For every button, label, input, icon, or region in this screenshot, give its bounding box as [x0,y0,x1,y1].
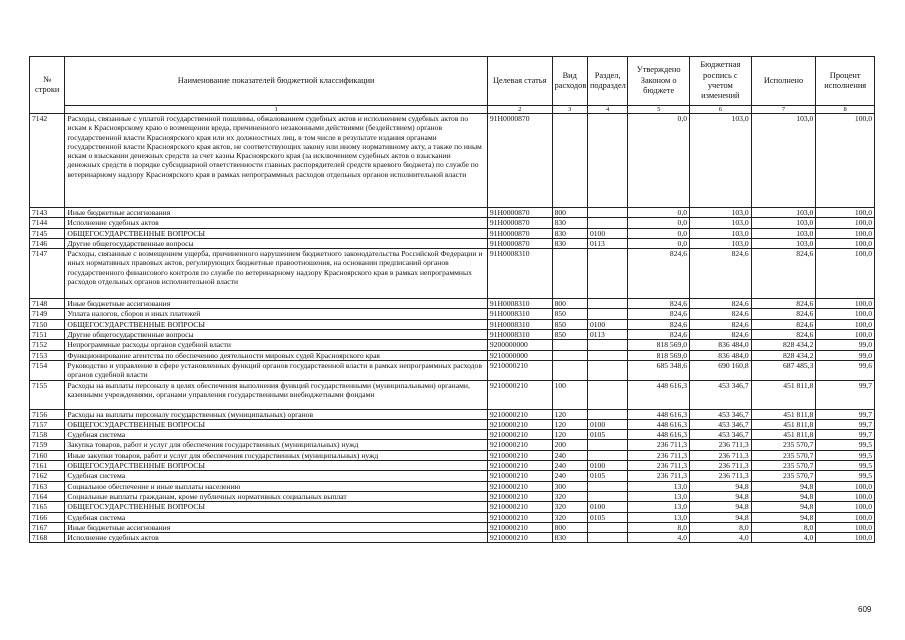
approved-cell: 824,6 [628,299,690,309]
section-cell [587,340,627,350]
budget-schedule-cell: 94,8 [690,512,752,522]
percent-cell: 100,0 [816,114,875,208]
row-number-cell: 7143 [30,208,65,218]
target-article-cell: 9210000210 [487,430,552,440]
column-number: 4 [587,106,627,114]
budget-schedule-cell: 103,0 [690,218,752,228]
table-row [30,330,875,340]
approved-cell: 0,0 [628,208,690,218]
row-name-cell: Расходы на выплаты персоналу в целях обеспечения выполнения функций государственными (муниципальными) органами, казенными учреждениями, органами управления государственными внебюджетными фондами [65,380,488,409]
row-number-cell: 7147 [30,249,65,299]
header-row-number: № строки [30,57,65,114]
column-number: 6 [690,106,752,114]
row-number-cell: 7160 [30,450,65,460]
target-article-cell: 9210000210 [487,522,552,532]
section-cell [587,450,627,460]
executed-cell: 235 570,7 [751,450,816,460]
row-name-cell: ОБЩЕГОСУДАРСТВЕННЫЕ ВОПРОСЫ [65,502,488,512]
target-article-cell: 9200000000 [487,340,552,350]
executed-cell: 235 570,7 [751,461,816,471]
target-article-cell: 9210000210 [487,380,552,409]
row-number-cell: 7162 [30,471,65,481]
column-number: 2 [487,106,552,114]
row-name-cell: Социальное обеспечение и иные выплаты населению [65,481,488,491]
expense-type-cell: 200 [552,440,587,450]
budget-schedule-cell: 94,8 [690,481,752,491]
row-name-cell: Судебная система [65,512,488,522]
approved-cell: 685 348,6 [628,360,690,380]
section-cell [587,350,627,360]
expense-type-cell: 830 [552,238,587,248]
section-cell [587,440,627,450]
section-cell: 0100 [587,502,627,512]
percent-cell: 100,0 [816,481,875,491]
column-number: 3 [552,106,587,114]
budget-schedule-cell: 824,6 [690,309,752,319]
percent-cell: 100,0 [816,502,875,512]
row-name-cell: ОБЩЕГОСУДАРСТВЕННЫЕ ВОПРОСЫ [65,419,488,429]
row-name-cell: Исполнение судебных актов [65,533,488,543]
row-name-cell: ОБЩЕГОСУДАРСТВЕННЫЕ ВОПРОСЫ [65,228,488,238]
section-cell: 0105 [587,471,627,481]
percent-cell: 99,7 [816,430,875,440]
budget-schedule-cell: 836 484,0 [690,340,752,350]
budget-schedule-cell: 453 346,7 [690,430,752,440]
budget-schedule-cell: 94,8 [690,502,752,512]
budget-schedule-cell: 824,6 [690,330,752,340]
approved-cell: 824,6 [628,249,690,299]
table-row [30,461,875,471]
percent-cell: 100,0 [816,228,875,238]
expense-type-cell [552,350,587,360]
approved-cell: 824,6 [628,319,690,329]
target-article-cell: 9210000210 [487,450,552,460]
header-name: Наименование показателей бюджетной классификации [65,57,488,106]
row-name-cell: ОБЩЕГОСУДАРСТВЕННЫЕ ВОПРОСЫ [65,461,488,471]
header-row [30,57,875,106]
section-cell [587,409,627,419]
expense-type-cell: 830 [552,228,587,238]
approved-cell: 13,0 [628,502,690,512]
row-name-cell: Иные закупки товаров, работ и услуг для обеспечения государственных (муниципальных) нужд [65,450,488,460]
approved-cell: 824,6 [628,309,690,319]
table-row [30,350,875,360]
table-row [30,430,875,440]
executed-cell: 451 811,8 [751,430,816,440]
row-number-cell: 7164 [30,491,65,501]
row-name-cell: ОБЩЕГОСУДАРСТВЕННЫЕ ВОПРОСЫ [65,319,488,329]
row-name-cell: Расходы, связанные с возмещением ущерба, причиненного нарушением бюджетного законодательства Российской Федерации и иных нормативных правовых актов, регулирующих бюджетные правоотношения, на основании предписаний органов государственного финансового контроля по службе по ветеринарному надзору Красноярского края в рамках непрограммных расходов отдельных органов исполнительной власти [65,249,488,299]
target-article-cell: 9210000210 [487,481,552,491]
expense-type-cell: 320 [552,502,587,512]
approved-cell: 818 569,0 [628,350,690,360]
section-cell [587,218,627,228]
percent-cell: 100,0 [816,533,875,543]
percent-cell: 99,0 [816,350,875,360]
target-article-cell: 9210000210 [487,461,552,471]
budget-schedule-cell: 8,0 [690,522,752,532]
row-name-cell: Расходы, связанные с уплатой государственной пошлины, обжалованием судебных актов и исполнением судебных актов по искам к Красноярскому краю о возмещении вреда, причиненного незаконными действиями (бездействием) органов государственной власти Красноярского края или их должностных лиц, в том числе в результате издания органами государственной власти Красноярского края актов, не соответствующих закону или иному нормативному акту, а также по иным искам о взыскании денежных средств за счет казны Красноярского края (за исключением судебных актов о взыскании денежных средств в порядке субсидиарной ответственности главных распорядителей средств краевого бюджета) по службе по ветеринарному надзору Красноярского края в рамках непрограммных расходов отдельных органов исполнительной власти [65,114,488,208]
approved-cell: 13,0 [628,481,690,491]
executed-cell: 828 434,2 [751,350,816,360]
percent-cell: 99,5 [816,450,875,460]
executed-cell: 824,6 [751,309,816,319]
row-name-cell: Иные бюджетные ассигнования [65,208,488,218]
column-number-row [30,106,875,114]
row-name-cell: Закупка товаров, работ и услуг для обеспечения государственных (муниципальных) нужд [65,440,488,450]
approved-cell: 818 569,0 [628,340,690,350]
expense-type-cell [552,360,587,380]
expense-type-cell: 850 [552,330,587,340]
table-row [30,450,875,460]
table-row [30,409,875,419]
percent-cell: 100,0 [816,522,875,532]
executed-cell: 824,6 [751,299,816,309]
section-cell [587,380,627,409]
executed-cell: 94,8 [751,481,816,491]
percent-cell: 100,0 [816,330,875,340]
expense-type-cell: 320 [552,491,587,501]
approved-cell: 8,0 [628,522,690,532]
row-number-cell: 7165 [30,502,65,512]
row-name-cell: Иные бюджетные ассигнования [65,299,488,309]
executed-cell: 235 570,7 [751,440,816,450]
section-cell [587,208,627,218]
executed-cell: 94,8 [751,512,816,522]
section-cell [587,491,627,501]
table-row [30,502,875,512]
table-row [30,533,875,543]
executed-cell: 94,8 [751,491,816,501]
row-number-cell: 7168 [30,533,65,543]
section-cell: 0100 [587,461,627,471]
row-name-cell: Иные бюджетные ассигнования [65,522,488,532]
target-article-cell: 91Н0000870 [487,238,552,248]
percent-cell: 99,7 [816,380,875,409]
target-article-cell: 91Н0008310 [487,299,552,309]
section-cell [587,309,627,319]
row-name-cell: Судебная система [65,471,488,481]
approved-cell: 236 711,3 [628,450,690,460]
budget-schedule-cell: 824,6 [690,299,752,309]
row-number-cell: 7163 [30,481,65,491]
section-cell [587,360,627,380]
target-article-cell: 9210000210 [487,533,552,543]
expense-type-cell: 320 [552,512,587,522]
budget-schedule-cell: 4,0 [690,533,752,543]
budget-schedule-cell: 690 160,8 [690,360,752,380]
approved-cell: 13,0 [628,491,690,501]
approved-cell: 0,0 [628,114,690,208]
row-number-cell: 7151 [30,330,65,340]
budget-table [29,56,875,543]
table-row [30,319,875,329]
approved-cell: 824,6 [628,330,690,340]
executed-cell: 828 434,2 [751,340,816,350]
expense-type-cell [552,340,587,350]
approved-cell: 236 711,3 [628,471,690,481]
target-article-cell: 91Н0008310 [487,330,552,340]
column-number: 5 [628,106,690,114]
percent-cell: 99,5 [816,471,875,481]
row-number-cell: 7145 [30,228,65,238]
row-name-cell: Судебная система [65,430,488,440]
percent-cell: 99,6 [816,360,875,380]
section-cell: 0105 [587,430,627,440]
row-number-cell: 7154 [30,360,65,380]
target-article-cell: 91Н0008310 [487,319,552,329]
target-article-cell: 9210000210 [487,491,552,501]
approved-cell: 448 616,3 [628,409,690,419]
target-article-cell: 91Н0000870 [487,114,552,208]
row-number-cell: 7158 [30,430,65,440]
section-cell [587,533,627,543]
row-name-cell: Другие общегосударственные вопросы [65,238,488,248]
expense-type-cell: 100 [552,380,587,409]
target-article-cell: 91Н0008310 [487,249,552,299]
target-article-cell: 9210000210 [487,409,552,419]
row-number-cell: 7153 [30,350,65,360]
expense-type-cell [552,249,587,299]
budget-schedule-cell: 103,0 [690,208,752,218]
header-target-article: Целевая статья [487,57,552,106]
executed-cell: 451 811,8 [751,380,816,409]
row-number-cell: 7159 [30,440,65,450]
section-cell: 0100 [587,419,627,429]
budget-schedule-cell: 103,0 [690,114,752,208]
percent-cell: 100,0 [816,512,875,522]
expense-type-cell: 240 [552,461,587,471]
target-article-cell: 9210000210 [487,471,552,481]
target-article-cell: 9210000210 [487,419,552,429]
target-article-cell: 9210000210 [487,502,552,512]
table-row [30,471,875,481]
section-cell: 0113 [587,238,627,248]
section-cell [587,481,627,491]
section-cell [587,522,627,532]
section-cell: 0113 [587,330,627,340]
budget-schedule-cell: 94,8 [690,491,752,501]
row-number-cell: 7152 [30,340,65,350]
section-cell: 0100 [587,319,627,329]
budget-schedule-cell: 236 711,3 [690,440,752,450]
budget-schedule-cell: 453 346,7 [690,409,752,419]
table-row [30,208,875,218]
executed-cell: 824,6 [751,330,816,340]
column-number: 8 [816,106,875,114]
approved-cell: 236 711,3 [628,461,690,471]
executed-cell: 103,0 [751,208,816,218]
table-row [30,512,875,522]
row-name-cell: Непрограммные расходы органов судебной власти [65,340,488,350]
page-number: 609 [858,605,872,614]
budget-schedule-cell: 103,0 [690,238,752,248]
executed-cell: 824,6 [751,249,816,299]
executed-cell: 824,6 [751,319,816,329]
percent-cell: 100,0 [816,249,875,299]
column-number: 7 [751,106,816,114]
table-row [30,114,875,208]
target-article-cell: 91Н0000870 [487,218,552,228]
percent-cell: 100,0 [816,208,875,218]
expense-type-cell: 830 [552,218,587,228]
percent-cell: 100,0 [816,238,875,248]
row-number-cell: 7166 [30,512,65,522]
percent-cell: 99,0 [816,340,875,350]
section-cell [587,299,627,309]
header-expense-type: Вид расходов [552,57,587,106]
budget-schedule-cell: 236 711,3 [690,461,752,471]
budget-schedule-cell: 836 484,0 [690,350,752,360]
expense-type-cell [552,114,587,208]
table-row [30,380,875,409]
header-executed: Исполнено [751,57,816,106]
header-budget-schedule: Бюджетная роспись с учетом изменений [690,57,752,106]
percent-cell: 100,0 [816,309,875,319]
percent-cell: 99,7 [816,409,875,419]
approved-cell: 13,0 [628,512,690,522]
row-number-cell: 7149 [30,309,65,319]
executed-cell: 103,0 [751,228,816,238]
row-number-cell: 7156 [30,409,65,419]
executed-cell: 4,0 [751,533,816,543]
section-cell: 0100 [587,228,627,238]
executed-cell: 451 811,8 [751,409,816,419]
expense-type-cell: 800 [552,299,587,309]
approved-cell: 4,0 [628,533,690,543]
approved-cell: 0,0 [628,238,690,248]
executed-cell: 451 811,8 [751,419,816,429]
table-row [30,491,875,501]
table-row [30,481,875,491]
expense-type-cell: 800 [552,208,587,218]
table-row [30,249,875,299]
expense-type-cell: 120 [552,409,587,419]
table-row [30,340,875,350]
table-row [30,228,875,238]
target-article-cell: 9210000210 [487,440,552,450]
budget-schedule-cell: 824,6 [690,249,752,299]
percent-cell: 100,0 [816,218,875,228]
row-number-cell: 7142 [30,114,65,208]
executed-cell: 94,8 [751,502,816,512]
target-article-cell: 91Н0000870 [487,208,552,218]
table-row [30,309,875,319]
expense-type-cell: 850 [552,309,587,319]
expense-type-cell: 800 [552,522,587,532]
table-body [30,114,875,543]
percent-cell: 100,0 [816,319,875,329]
target-article-cell: 9210000210 [487,512,552,522]
section-cell: 0105 [587,512,627,522]
budget-schedule-cell: 103,0 [690,228,752,238]
table-row [30,299,875,309]
table-row [30,218,875,228]
expense-type-cell: 240 [552,471,587,481]
approved-cell: 448 616,3 [628,430,690,440]
approved-cell: 0,0 [628,218,690,228]
row-number-cell: 7150 [30,319,65,329]
percent-cell: 100,0 [816,299,875,309]
budget-schedule-cell: 824,6 [690,319,752,329]
expense-type-cell: 120 [552,430,587,440]
header-section: Раздел, подраздел [587,57,627,106]
row-name-cell: Социальные выплаты гражданам, кроме публичных нормативных социальных выплат [65,491,488,501]
budget-schedule-cell: 453 346,7 [690,380,752,409]
budget-schedule-cell: 236 711,3 [690,450,752,460]
executed-cell: 235 570,7 [751,471,816,481]
executed-cell: 8,0 [751,522,816,532]
expense-type-cell: 240 [552,450,587,460]
table-row [30,440,875,450]
table-row [30,419,875,429]
column-number: 1 [65,106,488,114]
section-cell [587,249,627,299]
budget-schedule-cell: 453 346,7 [690,419,752,429]
row-number-cell: 7155 [30,380,65,409]
row-name-cell: Руководство и управление в сфере установленных функций органов государственной власти в рамках непрограммных расходов органов судебной власти [65,360,488,380]
percent-cell: 100,0 [816,491,875,501]
row-number-cell: 7146 [30,238,65,248]
table-row [30,522,875,532]
expense-type-cell: 850 [552,319,587,329]
percent-cell: 99,7 [816,419,875,429]
target-article-cell: 9210000210 [487,360,552,380]
section-cell [587,114,627,208]
row-number-cell: 7161 [30,461,65,471]
target-article-cell: 91Н0000870 [487,228,552,238]
expense-type-cell: 300 [552,481,587,491]
percent-cell: 99,5 [816,461,875,471]
header-approved: Утверждено Законом о бюджете [628,57,690,106]
executed-cell: 687 485,3 [751,360,816,380]
row-name-cell: Другие общегосударственные вопросы [65,330,488,340]
header-percent: Процент исполнения [816,57,875,106]
row-number-cell: 7157 [30,419,65,429]
target-article-cell: 91Н0008310 [487,309,552,319]
approved-cell: 448 616,3 [628,419,690,429]
row-name-cell: Расходы на выплаты персоналу государственных (муниципальных) органов [65,409,488,419]
executed-cell: 103,0 [751,218,816,228]
row-name-cell: Уплата налогов, сборов и иных платежей [65,309,488,319]
row-name-cell: Функционирование агентства по обеспечению деятельности мировых судей Красноярского края [65,350,488,360]
expense-type-cell: 830 [552,533,587,543]
executed-cell: 103,0 [751,114,816,208]
row-number-cell: 7167 [30,522,65,532]
row-number-cell: 7148 [30,299,65,309]
percent-cell: 99,5 [816,440,875,450]
expense-type-cell: 120 [552,419,587,429]
approved-cell: 0,0 [628,228,690,238]
row-name-cell: Исполнение судебных актов [65,218,488,228]
executed-cell: 103,0 [751,238,816,248]
table-row [30,238,875,248]
approved-cell: 448 616,3 [628,380,690,409]
table-row [30,360,875,380]
row-number-cell: 7144 [30,218,65,228]
budget-schedule-cell: 236 711,3 [690,471,752,481]
target-article-cell: 9210000000 [487,350,552,360]
approved-cell: 236 711,3 [628,440,690,450]
